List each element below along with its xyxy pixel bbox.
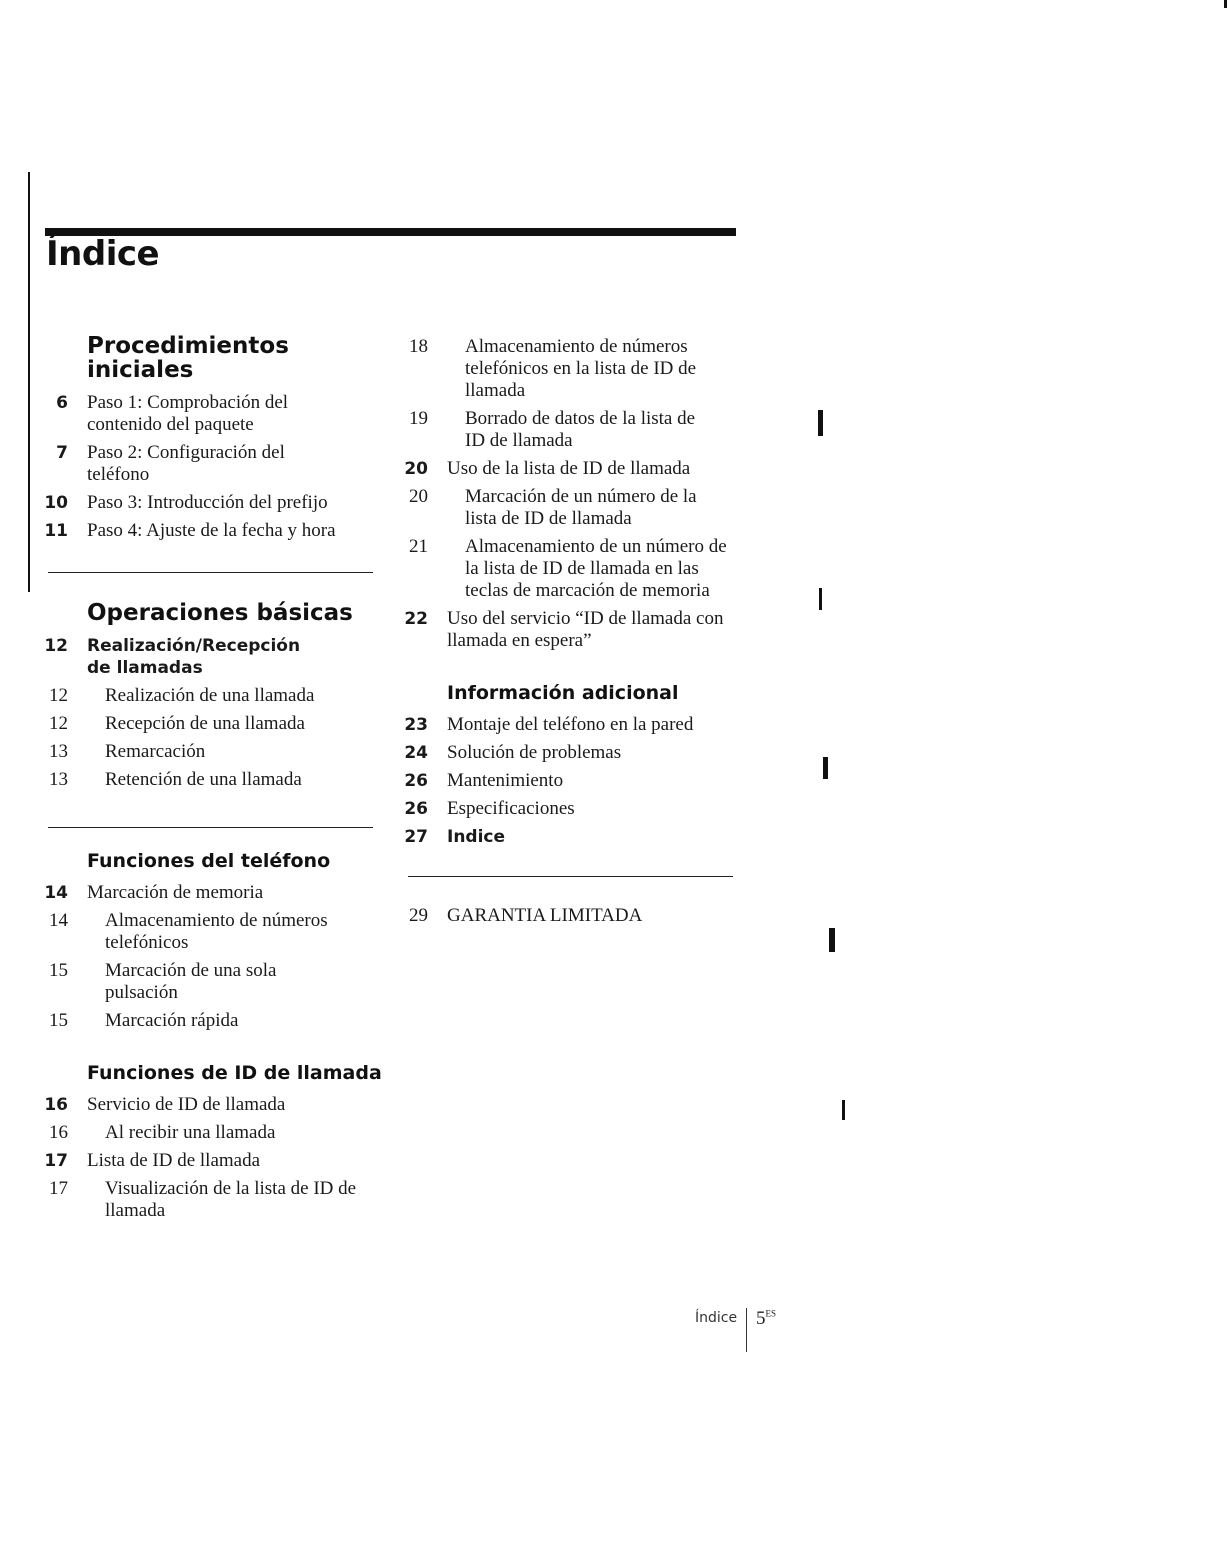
toc-page-number: 17 bbox=[44, 1151, 68, 1171]
scan-mark bbox=[818, 410, 823, 436]
toc-page-number: 17 bbox=[49, 1178, 68, 1199]
toc-page-number: 16 bbox=[49, 1122, 68, 1143]
toc-entry-text: Lista de ID de llamada bbox=[87, 1150, 261, 1171]
toc-entry-text: Marcación de una sola pulsación bbox=[105, 960, 277, 1003]
toc-entry-text: Servicio de ID de llamada bbox=[87, 1094, 286, 1115]
toc-entry[interactable] bbox=[40, 882, 385, 904]
section-divider bbox=[48, 827, 373, 828]
toc-entry[interactable] bbox=[400, 536, 745, 602]
toc-page-number: 12 bbox=[49, 713, 68, 734]
toc-entry[interactable] bbox=[40, 910, 385, 954]
scan-mark bbox=[823, 757, 828, 779]
toc-page-number: 14 bbox=[49, 910, 68, 931]
toc-entry-text: Realización de una llamada bbox=[105, 685, 315, 706]
toc-entry[interactable] bbox=[400, 826, 745, 848]
toc-page-number: 24 bbox=[404, 743, 428, 763]
toc-entry-text: Indice bbox=[447, 827, 506, 847]
toc-entry[interactable] bbox=[40, 960, 385, 1004]
toc-entry-text: Solución de problemas bbox=[447, 742, 622, 763]
footer-page-number bbox=[756, 1308, 776, 1330]
section-heading: Funciones del teléfono bbox=[87, 850, 331, 872]
toc-entry-text: Uso de la lista de ID de llamada bbox=[447, 458, 691, 479]
toc-entry-text: GARANTIA LIMITADA bbox=[447, 905, 643, 926]
toc-page-number: 22 bbox=[404, 609, 428, 629]
toc-page-number: 6 bbox=[56, 393, 68, 413]
section-divider bbox=[408, 876, 733, 877]
toc-entry[interactable] bbox=[40, 1178, 385, 1222]
toc-entry[interactable] bbox=[400, 798, 745, 820]
toc-entry[interactable] bbox=[40, 685, 385, 707]
toc-entry[interactable] bbox=[40, 442, 385, 486]
scan-mark bbox=[819, 588, 822, 610]
toc-entry[interactable] bbox=[400, 770, 745, 792]
toc-page-number: 26 bbox=[404, 771, 428, 791]
toc-page-number: 13 bbox=[49, 741, 68, 762]
toc-entry-text: Al recibir una llamada bbox=[105, 1122, 276, 1143]
toc-entry[interactable] bbox=[400, 336, 745, 402]
toc-entry[interactable] bbox=[400, 458, 745, 480]
section-heading: Operaciones básicas bbox=[87, 600, 353, 626]
page-number: 5 bbox=[756, 1308, 766, 1329]
toc-entry-text: Paso 4: Ajuste de la fecha y hora bbox=[87, 520, 336, 541]
toc-entry[interactable] bbox=[40, 392, 385, 436]
page-title: Índice bbox=[46, 234, 160, 274]
toc-page-number: 12 bbox=[49, 685, 68, 706]
toc-entry-text: Especificaciones bbox=[447, 798, 575, 819]
toc-page-number: 15 bbox=[49, 960, 68, 981]
toc-entry-text: Retención de una llamada bbox=[105, 769, 302, 790]
toc-entry-text: Almacenamiento de números telefónicos bbox=[105, 910, 328, 953]
toc-entry[interactable] bbox=[400, 714, 745, 736]
toc-entry[interactable] bbox=[400, 608, 745, 652]
toc-page-number: 12 bbox=[44, 636, 68, 656]
toc-entry-text: Almacenamiento de números telefónicos en la lista de ID de llamada bbox=[465, 336, 697, 401]
toc-entry[interactable] bbox=[40, 520, 385, 542]
toc-entry[interactable] bbox=[40, 769, 385, 791]
toc-entry-text: Uso del servicio “ID de llamada con llamada en espera” bbox=[447, 608, 724, 651]
toc-page-number: 23 bbox=[404, 715, 428, 735]
toc-entry[interactable] bbox=[400, 486, 745, 530]
toc-entry[interactable] bbox=[40, 1094, 385, 1116]
toc-entry[interactable] bbox=[40, 492, 385, 514]
toc-entry-text: Montaje del teléfono en la pared bbox=[447, 714, 694, 735]
toc-entry-text: Visualización de la lista de ID de llamada bbox=[105, 1178, 357, 1221]
toc-entry-text: Marcación de memoria bbox=[87, 882, 264, 903]
toc-page-number: 14 bbox=[44, 883, 68, 903]
section-divider bbox=[48, 572, 373, 573]
toc-entry-text: Marcación de un número de la lista de ID de llamada bbox=[465, 486, 697, 529]
footer-section-label: Índice bbox=[695, 1310, 738, 1326]
toc-page-number: 15 bbox=[49, 1010, 68, 1031]
toc-entry[interactable] bbox=[40, 741, 385, 763]
toc-entry-text: Borrado de datos de la lista de ID de llamada bbox=[465, 408, 696, 451]
toc-entry-text: Almacenamiento de un número de la lista de ID de llamada en las teclas de marcación de memoria bbox=[465, 536, 727, 601]
footer-divider bbox=[746, 1308, 747, 1352]
toc-entry-text: Marcación rápida bbox=[105, 1010, 239, 1031]
scan-mark bbox=[842, 1100, 845, 1120]
section-heading: Funciones de ID de llamada bbox=[87, 1062, 382, 1084]
section-heading: Información adicional bbox=[447, 682, 679, 704]
toc-entry[interactable] bbox=[40, 1122, 385, 1144]
scan-mark bbox=[1224, 0, 1227, 8]
section-heading: Procedimientos iniciales bbox=[87, 333, 289, 383]
toc-entry-text: Realización/Recepción de llamadas bbox=[87, 636, 301, 678]
toc-page-number: 27 bbox=[404, 827, 428, 847]
toc-page-number: 29 bbox=[409, 905, 428, 926]
toc-page-number: 21 bbox=[409, 536, 428, 557]
toc-page-number: 26 bbox=[404, 799, 428, 819]
toc-page-number: 20 bbox=[404, 459, 428, 479]
toc-entry[interactable] bbox=[400, 742, 745, 764]
toc-right-column bbox=[400, 336, 745, 927]
toc-page-number: 11 bbox=[44, 521, 68, 541]
toc-page-number: 20 bbox=[409, 486, 428, 507]
toc-page-number: 10 bbox=[44, 493, 68, 513]
toc-page-number: 7 bbox=[56, 443, 68, 463]
toc-entry-text: Paso 2: Configuración del teléfono bbox=[87, 442, 285, 485]
toc-entry[interactable] bbox=[40, 1150, 385, 1172]
toc-entry-text: Recepción de una llamada bbox=[105, 713, 305, 734]
left-margin-rule bbox=[28, 172, 30, 592]
toc-page-number: 16 bbox=[44, 1095, 68, 1115]
toc-entry-text: Paso 1: Comprobación del contenido del paquete bbox=[87, 392, 289, 435]
toc-entry[interactable] bbox=[40, 1010, 385, 1032]
toc-entry[interactable] bbox=[40, 713, 385, 735]
toc-page-number: 18 bbox=[409, 336, 428, 357]
toc-entry[interactable] bbox=[400, 905, 745, 927]
toc-entry-text: Mantenimiento bbox=[447, 770, 564, 791]
toc-entry-text: Remarcación bbox=[105, 741, 206, 762]
page-suffix: ES bbox=[765, 1308, 777, 1319]
toc-page-number: 19 bbox=[409, 408, 428, 429]
scan-mark bbox=[829, 928, 835, 952]
toc-entry-text: Paso 3: Introducción del prefijo bbox=[87, 492, 328, 513]
toc-page-number: 13 bbox=[49, 769, 68, 790]
toc-entry[interactable] bbox=[400, 408, 745, 452]
toc-left-column bbox=[40, 334, 385, 1222]
toc-entry[interactable] bbox=[40, 635, 385, 679]
